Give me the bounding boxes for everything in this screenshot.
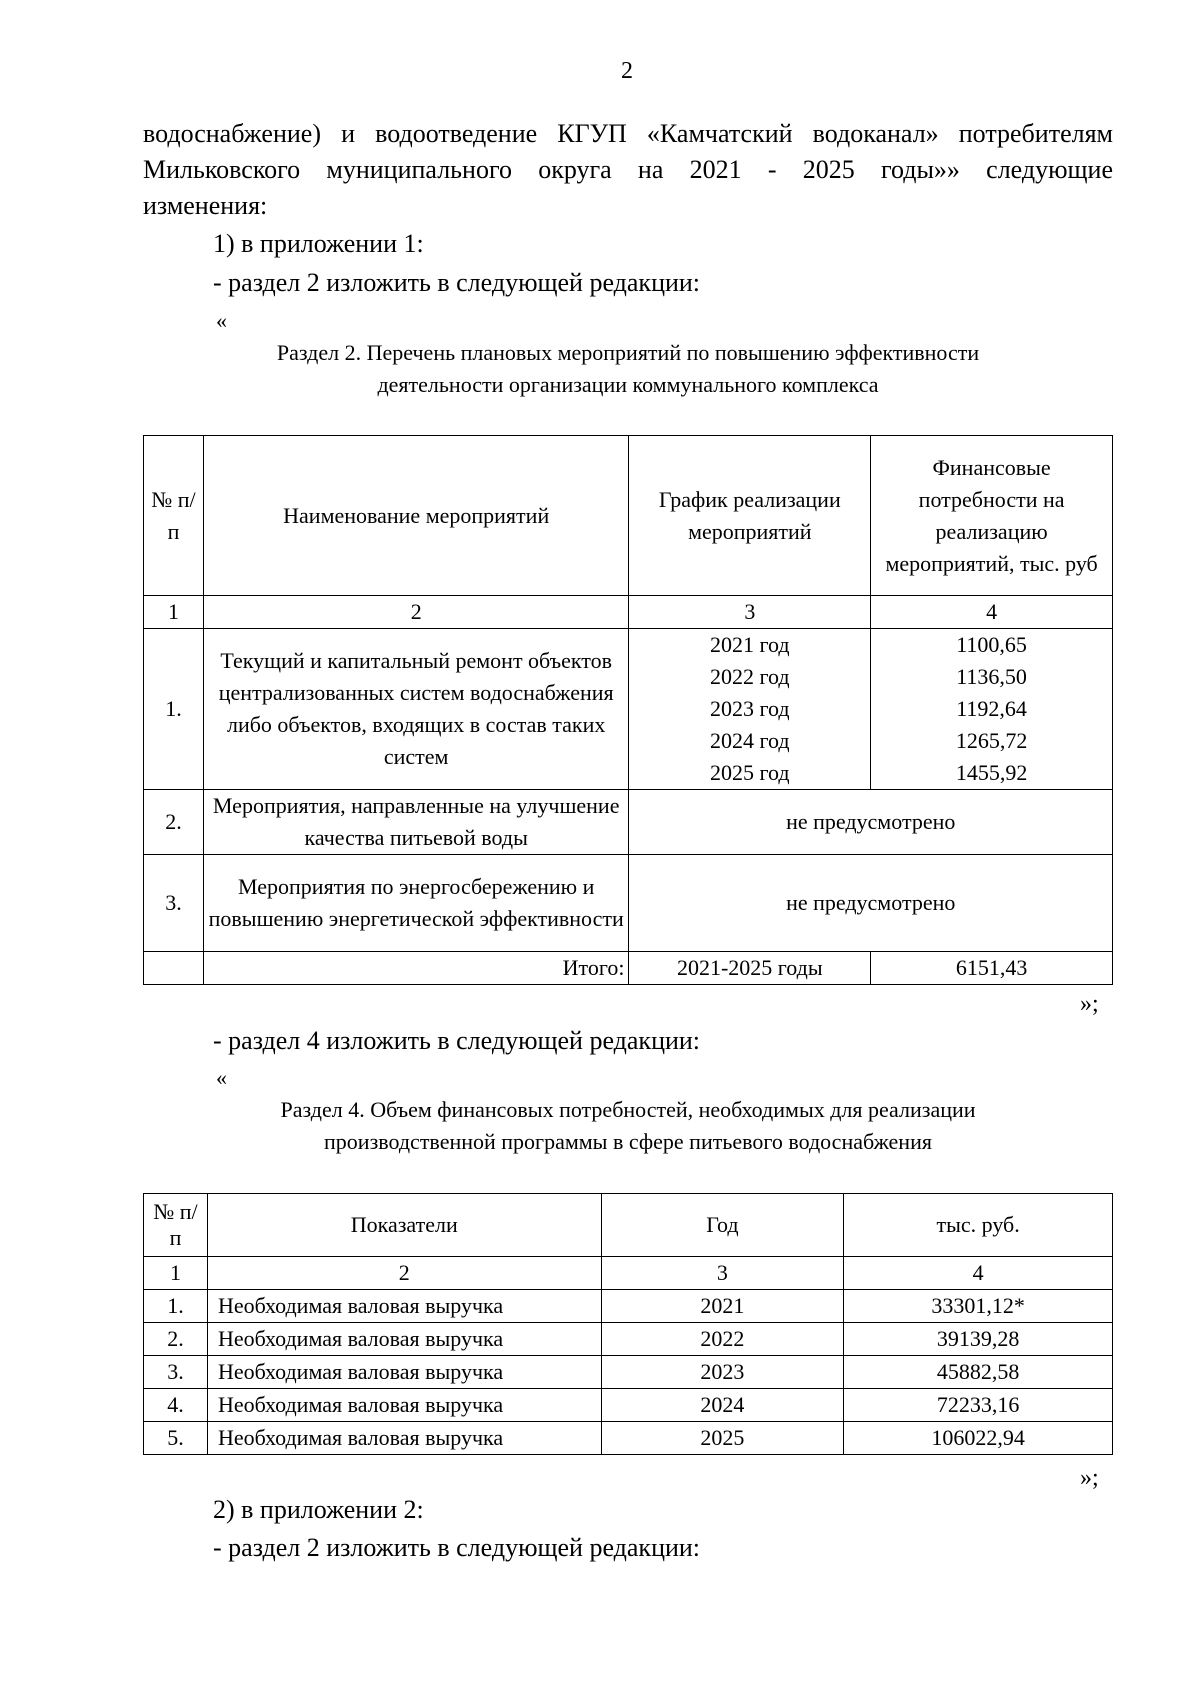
row-value: не предусмотрено xyxy=(629,790,1113,855)
total-period: 2021-2025 годы xyxy=(629,952,871,985)
row-value: 72233,16 xyxy=(844,1389,1113,1422)
section-4-title xyxy=(143,1094,1113,1158)
header-num: № п/п xyxy=(144,1194,208,1257)
subitem-section-2: - раздел 2 изложить в следующей редакции: xyxy=(213,1533,701,1562)
value: 1100,65 xyxy=(956,632,1027,657)
table-row xyxy=(144,1356,1113,1389)
header-num: № п/п xyxy=(144,436,204,596)
value: 1192,64 xyxy=(956,696,1027,721)
table-row xyxy=(144,1422,1113,1455)
header-finance: Финансовые потребности на реализацию мероприятий, тыс. руб xyxy=(871,436,1113,596)
row-name: Необходимая валовая выручка xyxy=(207,1290,601,1323)
section-2-table xyxy=(143,435,1113,985)
subitem-section-2: - раздел 2 изложить в следующей редакции: xyxy=(213,268,701,297)
row-year: 2023 xyxy=(601,1356,844,1389)
year: 2024 год xyxy=(710,728,790,753)
value: 1136,50 xyxy=(956,664,1027,689)
col-number: 2 xyxy=(207,1257,601,1290)
header-schedule: График реализации мероприятий xyxy=(629,436,871,596)
header-indicators: Показатели xyxy=(207,1194,601,1257)
year: 2025 год xyxy=(710,760,790,785)
intro-line: Мильковского муниципального округа на 2021 - 2025 годы»» следующие xyxy=(143,155,1113,184)
section-2-title xyxy=(143,337,1113,401)
row-year: 2024 xyxy=(601,1389,844,1422)
close-quote: »; xyxy=(1080,1465,1099,1491)
title-line: производственной программы в сфере питьевого водоснабжения xyxy=(324,1129,932,1154)
row-num: 4. xyxy=(144,1389,208,1422)
row-value: 106022,94 xyxy=(844,1422,1113,1455)
row-num: 3. xyxy=(144,855,204,952)
empty-cell xyxy=(144,952,204,985)
row-name: Необходимая валовая выручка xyxy=(207,1323,601,1356)
row-year: 2025 xyxy=(601,1422,844,1455)
title-line: Раздел 2. Перечень плановых мероприятий по повышению эффективности xyxy=(276,340,980,365)
table-row xyxy=(144,1290,1113,1323)
table-row xyxy=(144,1323,1113,1356)
table-row xyxy=(144,855,1113,952)
row-value: не предусмотрено xyxy=(629,855,1113,952)
total-value: 6151,43 xyxy=(871,952,1113,985)
row-year: 2021 xyxy=(601,1290,844,1323)
row-year: 2022 xyxy=(601,1323,844,1356)
year: 2021 год xyxy=(710,632,790,657)
row-num: 1. xyxy=(144,1290,208,1323)
row-num: 2. xyxy=(144,790,204,855)
row-name: Необходимая валовая выручка xyxy=(207,1422,601,1455)
year: 2022 год xyxy=(710,664,790,689)
row-num: 2. xyxy=(144,1323,208,1356)
value: 1455,92 xyxy=(955,760,1028,785)
header-year: Год xyxy=(601,1194,844,1257)
row-name: Текущий и капитальный ремонт объектов централизованных систем водоснабжения либо объектов, входящих в состав таких систем xyxy=(203,629,629,790)
section-4-table xyxy=(143,1193,1113,1455)
row-value: 33301,12* xyxy=(844,1290,1113,1323)
total-row xyxy=(144,952,1113,985)
open-quote: « xyxy=(216,308,227,333)
title-line: Раздел 4. Объем финансовых потребностей, необходимых для реализации xyxy=(280,1097,976,1122)
col-number: 3 xyxy=(629,596,871,629)
row-num: 1. xyxy=(144,629,204,790)
row-values xyxy=(871,629,1113,790)
col-number: 4 xyxy=(844,1257,1113,1290)
title-line: деятельности организации коммунального комплекса xyxy=(377,372,879,397)
table-row xyxy=(144,790,1113,855)
row-name: Необходимая валовая выручка xyxy=(207,1389,601,1422)
row-name: Необходимая валовая выручка xyxy=(207,1356,601,1389)
intro-paragraph xyxy=(143,116,1113,224)
row-name: Мероприятия, направленные на улучшение качества питьевой воды xyxy=(203,790,629,855)
col-number: 3 xyxy=(601,1257,844,1290)
intro-line: изменения: xyxy=(143,191,268,220)
intro-line: водоснабжение) и водоотведение КГУП «Камчатский водоканал» потребителям xyxy=(143,119,1113,148)
value: 1265,72 xyxy=(955,728,1028,753)
header-name: Наименование мероприятий xyxy=(203,436,629,596)
subitem-section-4: - раздел 4 изложить в следующей редакции: xyxy=(213,1026,701,1055)
row-num: 3. xyxy=(144,1356,208,1389)
total-label: Итого: xyxy=(203,952,629,985)
row-name: Мероприятия по энергосбережению и повышению энергетической эффективности xyxy=(203,855,629,952)
row-num: 5. xyxy=(144,1422,208,1455)
row-value: 39139,28 xyxy=(844,1323,1113,1356)
row-years xyxy=(629,629,871,790)
page-number: 2 xyxy=(621,58,633,84)
row-value: 45882,58 xyxy=(844,1356,1113,1389)
close-quote: »; xyxy=(1080,991,1099,1017)
col-number: 1 xyxy=(144,1257,208,1290)
item-2: 2) в приложении 2: xyxy=(213,1495,424,1524)
open-quote: « xyxy=(216,1065,227,1090)
table-row xyxy=(144,629,1113,790)
col-number: 4 xyxy=(871,596,1113,629)
header-amount: тыс. руб. xyxy=(844,1194,1113,1257)
col-number: 2 xyxy=(203,596,629,629)
item-1: 1) в приложении 1: xyxy=(213,229,424,258)
table-row xyxy=(144,1389,1113,1422)
year: 2023 год xyxy=(710,696,790,721)
col-number: 1 xyxy=(144,596,204,629)
